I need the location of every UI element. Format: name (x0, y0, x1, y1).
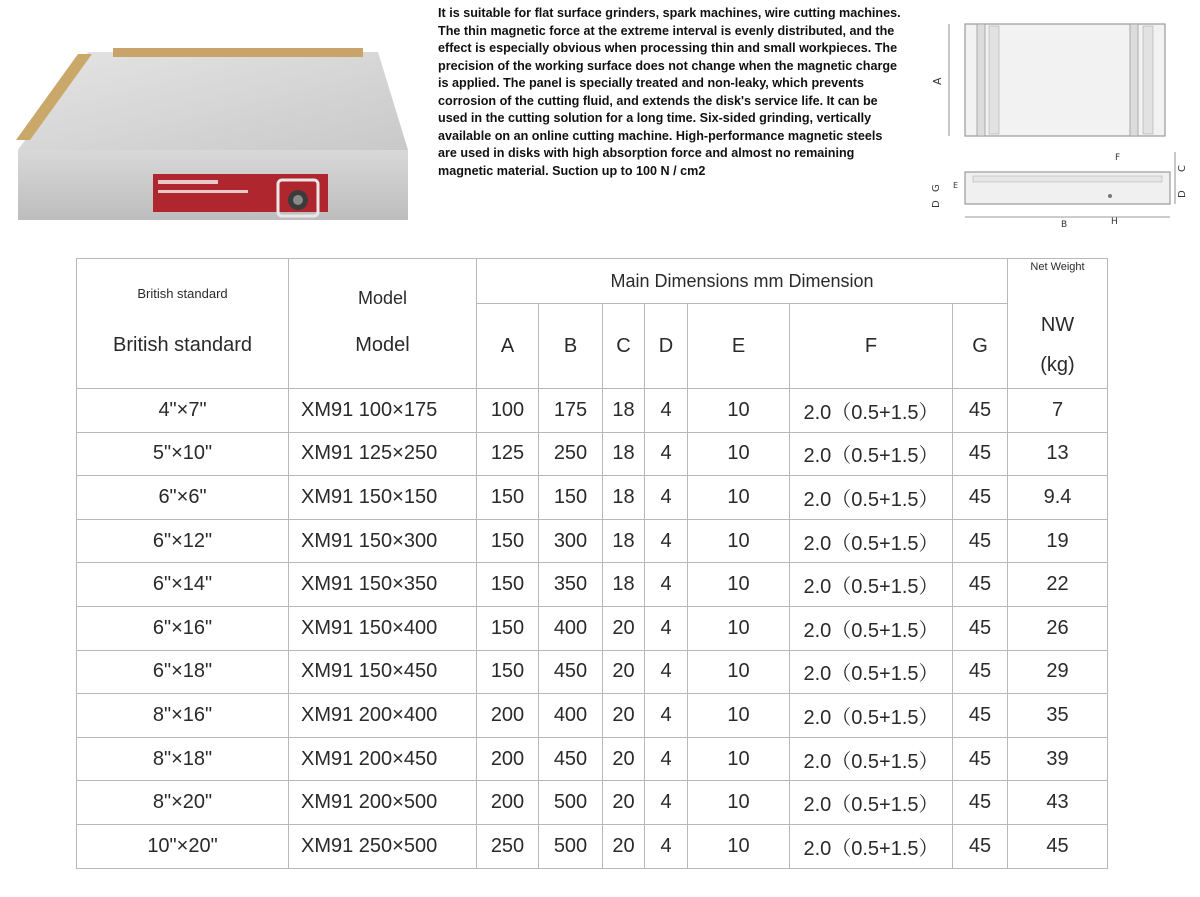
cell-a: 200 (477, 694, 539, 738)
cell-c: 18 (603, 563, 645, 607)
cell-net-weight: 45 (1008, 824, 1108, 868)
dim-label-f: F (1115, 153, 1121, 163)
technical-drawing (925, 12, 1195, 242)
cell-c: 20 (603, 606, 645, 650)
cell-model: XM91 200×500 (289, 781, 477, 825)
header-british-large: British standard (113, 334, 252, 356)
cell-f: 2.0（0.5+1.5） (790, 694, 953, 738)
description-line: effect is especially obvious when processing thin and small workpieces. The (438, 41, 898, 55)
cell-british-standard: 6"×18" (77, 650, 289, 694)
cell-b: 175 (539, 389, 603, 433)
cell-model: XM91 150×350 (289, 563, 477, 607)
dim-label-h: H (1111, 217, 1118, 227)
table-row (77, 563, 1108, 607)
header-net-weight-label: Net Weight (1030, 261, 1085, 273)
cell-e: 10 (688, 650, 790, 694)
cell-b: 450 (539, 650, 603, 694)
cell-d: 4 (645, 781, 688, 825)
dim-label-e: E (953, 181, 959, 190)
cell-model: XM91 250×500 (289, 824, 477, 868)
cell-d: 4 (645, 650, 688, 694)
cell-a: 125 (477, 432, 539, 476)
cell-b: 500 (539, 824, 603, 868)
cell-e: 10 (688, 694, 790, 738)
cell-d: 4 (645, 563, 688, 607)
cell-g: 45 (953, 389, 1008, 433)
cell-d: 4 (645, 519, 688, 563)
product-photo (8, 40, 428, 230)
cell-e: 10 (688, 389, 790, 433)
header-british-standard (77, 259, 289, 389)
cell-a: 200 (477, 781, 539, 825)
cell-g: 45 (953, 476, 1008, 520)
cell-c: 20 (603, 737, 645, 781)
header-net-weight (1008, 259, 1108, 389)
header-model-bottom: Model (355, 334, 410, 356)
cell-model: XM91 125×250 (289, 432, 477, 476)
cell-model: XM91 100×175 (289, 389, 477, 433)
cell-model: XM91 150×450 (289, 650, 477, 694)
cell-net-weight: 29 (1008, 650, 1108, 694)
cell-g: 45 (953, 824, 1008, 868)
cell-e: 10 (688, 476, 790, 520)
cell-b: 300 (539, 519, 603, 563)
cell-british-standard: 8"×18" (77, 737, 289, 781)
cell-b: 400 (539, 694, 603, 738)
cell-b: 250 (539, 432, 603, 476)
cell-a: 150 (477, 563, 539, 607)
product-description (438, 5, 918, 180)
cell-f: 2.0（0.5+1.5） (790, 476, 953, 520)
header-model (289, 259, 477, 389)
cell-f: 2.0（0.5+1.5） (790, 781, 953, 825)
cell-b: 500 (539, 781, 603, 825)
cell-c: 18 (603, 476, 645, 520)
cell-f: 2.0（0.5+1.5） (790, 563, 953, 607)
cell-c: 20 (603, 650, 645, 694)
cell-net-weight: 43 (1008, 781, 1108, 825)
dim-label-d-left: D (931, 200, 942, 208)
cell-net-weight: 39 (1008, 737, 1108, 781)
cell-british-standard: 8"×16" (77, 694, 289, 738)
table-row (77, 781, 1108, 825)
cell-d: 4 (645, 606, 688, 650)
cell-b: 400 (539, 606, 603, 650)
cell-c: 18 (603, 432, 645, 476)
cell-d: 4 (645, 737, 688, 781)
cell-british-standard: 6"×12" (77, 519, 289, 563)
table-row (77, 824, 1108, 868)
cell-f: 2.0（0.5+1.5） (790, 650, 953, 694)
cell-net-weight: 26 (1008, 606, 1108, 650)
cell-net-weight: 22 (1008, 563, 1108, 607)
table-row (77, 389, 1108, 433)
header-col-e: E (688, 304, 790, 389)
cell-g: 45 (953, 519, 1008, 563)
cell-d: 4 (645, 476, 688, 520)
header-model-top: Model (357, 288, 408, 308)
cell-g: 45 (953, 606, 1008, 650)
description-line: It is suitable for flat surface grinders, spark machines, wire cutting machines. (438, 6, 901, 20)
cell-e: 10 (688, 824, 790, 868)
cell-british-standard: 5"×10" (77, 432, 289, 476)
cell-d: 4 (645, 432, 688, 476)
header-col-b: B (539, 304, 603, 389)
cell-british-standard: 10"×20" (77, 824, 289, 868)
cell-b: 350 (539, 563, 603, 607)
cell-d: 4 (645, 824, 688, 868)
cell-f: 2.0（0.5+1.5） (790, 519, 953, 563)
cell-a: 200 (477, 737, 539, 781)
cell-a: 150 (477, 606, 539, 650)
cell-c: 20 (603, 694, 645, 738)
cell-a: 150 (477, 476, 539, 520)
cell-f: 2.0（0.5+1.5） (790, 606, 953, 650)
cell-a: 150 (477, 650, 539, 694)
header-col-g: G (953, 304, 1008, 389)
cell-c: 20 (603, 824, 645, 868)
cell-net-weight: 9.4 (1008, 476, 1108, 520)
table-row (77, 694, 1108, 738)
cell-british-standard: 6"×16" (77, 606, 289, 650)
description-line: corrosion of the cutting fluid, and extends the disk's service life. It can be (438, 93, 878, 108)
spec-table (76, 258, 1108, 869)
table-row (77, 737, 1108, 781)
cell-b: 150 (539, 476, 603, 520)
cell-f: 2.0（0.5+1.5） (790, 389, 953, 433)
dim-label-b: B (1061, 220, 1068, 230)
cell-c: 18 (603, 389, 645, 433)
cell-f: 2.0（0.5+1.5） (790, 737, 953, 781)
cell-e: 10 (688, 519, 790, 563)
description-line: available on an online cutting machine. High-performance magnetic steels (438, 128, 883, 143)
table-row (77, 476, 1108, 520)
dim-label-a: A (931, 77, 944, 85)
cell-british-standard: 6"×14" (77, 563, 289, 607)
cell-d: 4 (645, 389, 688, 433)
header-col-a: A (477, 304, 539, 389)
cell-british-standard: 4"×7" (77, 389, 289, 433)
cell-g: 45 (953, 650, 1008, 694)
cell-model: XM91 200×450 (289, 737, 477, 781)
cell-g: 45 (953, 563, 1008, 607)
header-kg: (kg) (1040, 354, 1075, 376)
cell-c: 18 (603, 519, 645, 563)
cell-model: XM91 200×400 (289, 694, 477, 738)
cell-b: 450 (539, 737, 603, 781)
dim-label-g: G (931, 184, 942, 192)
table-row (77, 606, 1108, 650)
cell-model: XM91 150×400 (289, 606, 477, 650)
cell-d: 4 (645, 694, 688, 738)
cell-net-weight: 19 (1008, 519, 1108, 563)
description-line: magnetic material. Suction up to 100 N / cm2 (438, 163, 706, 178)
cell-e: 10 (688, 563, 790, 607)
dim-label-d-right: D (1177, 190, 1188, 198)
cell-f: 2.0（0.5+1.5） (790, 824, 953, 868)
cell-model: XM91 150×300 (289, 519, 477, 563)
header-british-small: British standard (137, 286, 228, 301)
table-row (77, 650, 1108, 694)
cell-e: 10 (688, 737, 790, 781)
table-row (77, 432, 1108, 476)
cell-a: 100 (477, 389, 539, 433)
description-line: are used in disks with high absorption force and almost no remaining (438, 146, 855, 160)
cell-e: 10 (688, 606, 790, 650)
table-row (77, 519, 1108, 563)
cell-net-weight: 13 (1008, 432, 1108, 476)
cell-a: 150 (477, 519, 539, 563)
header-col-f: F (790, 304, 953, 389)
cell-e: 10 (688, 432, 790, 476)
description-line: used in the cutting solution for a long time. Six-sided grinding, vertically (438, 111, 872, 125)
cell-g: 45 (953, 432, 1008, 476)
cell-e: 10 (688, 781, 790, 825)
header-nw: NW (1040, 314, 1075, 336)
cell-c: 20 (603, 781, 645, 825)
description-line: The thin magnetic force at the extreme interval is evenly distributed, and the (438, 23, 895, 38)
cell-g: 45 (953, 694, 1008, 738)
header-col-c: C (603, 304, 645, 389)
description-line: precision of the working surface does not change when the magnetic charge (438, 58, 898, 73)
header-main-dimensions: Main Dimensions mm Dimension (477, 259, 1008, 304)
cell-net-weight: 35 (1008, 694, 1108, 738)
cell-f: 2.0（0.5+1.5） (790, 432, 953, 476)
dim-label-c: C (1177, 165, 1188, 172)
cell-model: XM91 150×150 (289, 476, 477, 520)
cell-a: 250 (477, 824, 539, 868)
cell-british-standard: 6"×6" (77, 476, 289, 520)
cell-g: 45 (953, 737, 1008, 781)
description-line: is applied. The panel is specially treated and non-leaky, which prevents (438, 76, 864, 90)
cell-british-standard: 8"×20" (77, 781, 289, 825)
cell-g: 45 (953, 781, 1008, 825)
header-col-d: D (645, 304, 688, 389)
cell-net-weight: 7 (1008, 389, 1108, 433)
